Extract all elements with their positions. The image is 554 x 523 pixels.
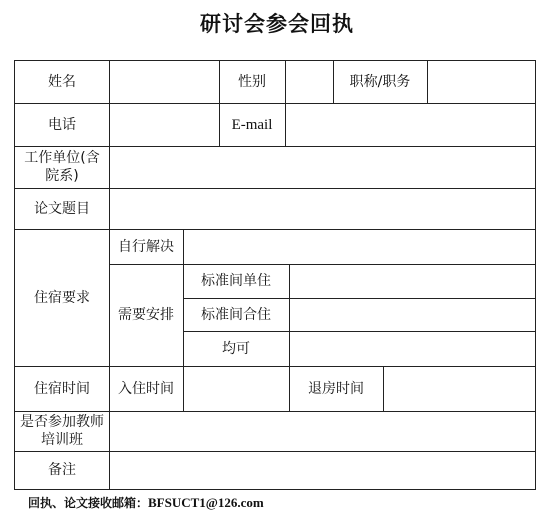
standard-shared-label: 标准间合住 <box>201 306 271 323</box>
lodging-label: 住宿要求 <box>34 289 90 306</box>
paper-title-field[interactable] <box>110 189 534 228</box>
standard-shared-field[interactable] <box>290 299 534 330</box>
checkin-label: 入住时间 <box>118 380 174 397</box>
name-label: 姓名 <box>48 74 76 90</box>
job-title-field[interactable] <box>428 62 534 102</box>
footer-note <box>28 494 264 511</box>
remarks-label: 备注 <box>48 462 76 478</box>
phone-label: 电话 <box>48 116 76 133</box>
need-arrange-label: 需要安排 <box>118 307 174 323</box>
checkin-field[interactable] <box>184 367 288 410</box>
self-arrange-label: 自行解决 <box>118 238 174 255</box>
gender-field[interactable] <box>286 62 332 102</box>
email-label: E-mail <box>231 116 273 133</box>
gender-label: 性别 <box>238 74 266 90</box>
workplace-field[interactable] <box>110 147 534 187</box>
teacher-training-field[interactable] <box>110 412 534 450</box>
registration-form <box>14 60 536 490</box>
either-field[interactable] <box>290 332 534 365</box>
phone-field[interactable] <box>110 104 218 145</box>
name-field[interactable] <box>110 62 218 102</box>
workplace-label: 工作单位(含院系) <box>24 150 100 184</box>
standard-single-label: 标准间单住 <box>201 273 271 289</box>
footer-label: 回执、论文接收邮箱： <box>28 496 149 510</box>
email-field[interactable] <box>286 104 534 145</box>
checkout-field[interactable] <box>384 367 534 410</box>
remarks-field[interactable] <box>110 452 534 488</box>
standard-single-field[interactable] <box>290 265 534 297</box>
checkout-label: 退房时间 <box>308 380 364 397</box>
contact-email: BFSUCT1@126.com <box>148 495 264 510</box>
either-label: 均可 <box>222 340 250 357</box>
stay-time-label: 住宿时间 <box>34 380 90 397</box>
page-title: 研讨会参会回执 <box>200 12 354 36</box>
teacher-training-label: 是否参加教师培训班 <box>20 414 104 448</box>
paper-title-label: 论文题目 <box>34 200 90 217</box>
job-title-label: 职称/职务 <box>349 74 411 90</box>
self-arrange-field[interactable] <box>184 230 534 263</box>
